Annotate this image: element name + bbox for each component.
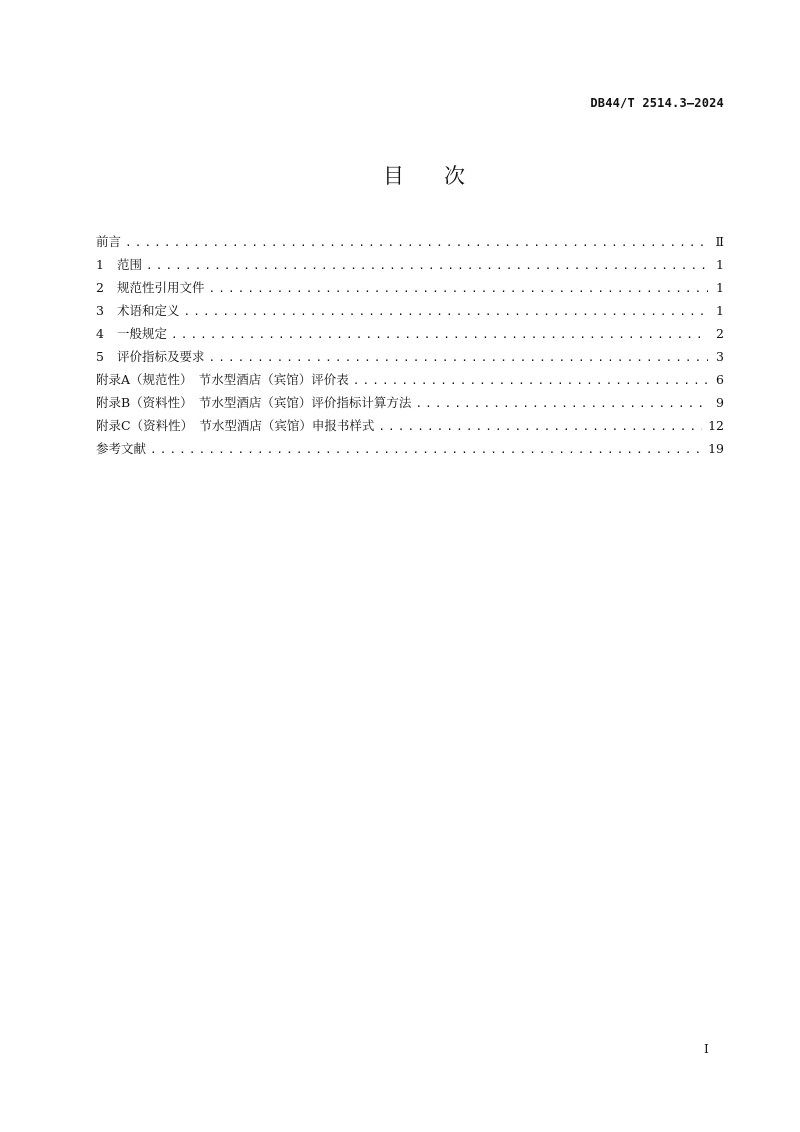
toc-entry-text: 附录B（资料性） 节水型酒店（宾馆）评价指标计算方法 <box>96 395 412 410</box>
toc-leader-dots <box>184 300 708 323</box>
toc-entry-number: 3 <box>96 303 104 318</box>
toc-entry-text: 前言 <box>96 234 122 249</box>
toc-title <box>0 160 800 190</box>
toc-entry-text: 术语和定义 <box>117 303 180 318</box>
toc-entry-page: 6 <box>716 372 724 387</box>
toc-entry-page: 2 <box>716 326 724 341</box>
toc-leader-dots <box>209 277 708 300</box>
toc-leader-dots <box>415 392 708 415</box>
toc-entry-terms-definitions[interactable] <box>96 299 724 322</box>
toc-entry-page: 19 <box>708 441 724 456</box>
toc-leader-dots <box>146 254 708 277</box>
toc-entry-page: Ⅱ <box>715 234 724 249</box>
toc-leader-dots <box>209 346 708 369</box>
toc-entry-text: 评价指标及要求 <box>117 349 205 364</box>
toc-entry-general-provisions[interactable] <box>96 322 724 345</box>
toc-entry-evaluation-indicators[interactable] <box>96 345 724 368</box>
toc-entry-number: 4 <box>96 326 104 341</box>
toc-entry-page: 1 <box>716 280 724 295</box>
page-number: I <box>704 1042 709 1056</box>
toc-entry-text: 参考文献 <box>96 441 147 456</box>
toc-leader-dots <box>378 415 702 438</box>
toc-entry-appendix-c[interactable] <box>96 414 724 437</box>
toc-leader-dots <box>171 323 708 346</box>
toc-entry-page: 3 <box>716 349 724 364</box>
toc-entry-bibliography[interactable] <box>96 437 724 460</box>
toc-entry-number: 2 <box>96 280 104 295</box>
toc-entry-text: 附录A（规范性） 节水型酒店（宾馆）评价表 <box>96 372 349 387</box>
toc-leader-dots <box>150 438 702 461</box>
toc-entry-appendix-b[interactable] <box>96 391 724 414</box>
toc-entry-text: 规范性引用文件 <box>117 280 205 295</box>
toc-entry-appendix-a[interactable] <box>96 368 724 391</box>
document-code: DB44/T 2514.3—2024 <box>590 96 724 110</box>
toc-entry-page: 1 <box>716 257 724 272</box>
toc-entry-text: 范围 <box>117 257 143 272</box>
toc-entry-foreword[interactable] <box>96 230 724 253</box>
toc-entry-number: 1 <box>96 257 104 272</box>
toc-entry-text: 一般规定 <box>117 326 168 341</box>
toc-title-char-1: 目 <box>383 164 404 188</box>
toc-entry-text: 附录C（资料性） 节水型酒店（宾馆）申报书样式 <box>96 418 375 433</box>
toc-leader-dots <box>353 369 708 392</box>
toc-entry-page: 9 <box>716 395 724 410</box>
toc-entry-scope[interactable] <box>96 253 724 276</box>
toc-leader-dots <box>125 231 708 254</box>
toc-title-char-2: 次 <box>444 164 465 188</box>
toc-entry-number: 5 <box>96 349 104 364</box>
toc-entry-page: 1 <box>716 303 724 318</box>
toc-list <box>96 230 724 460</box>
toc-entry-normative-references[interactable] <box>96 276 724 299</box>
toc-entry-page: 12 <box>708 418 724 433</box>
